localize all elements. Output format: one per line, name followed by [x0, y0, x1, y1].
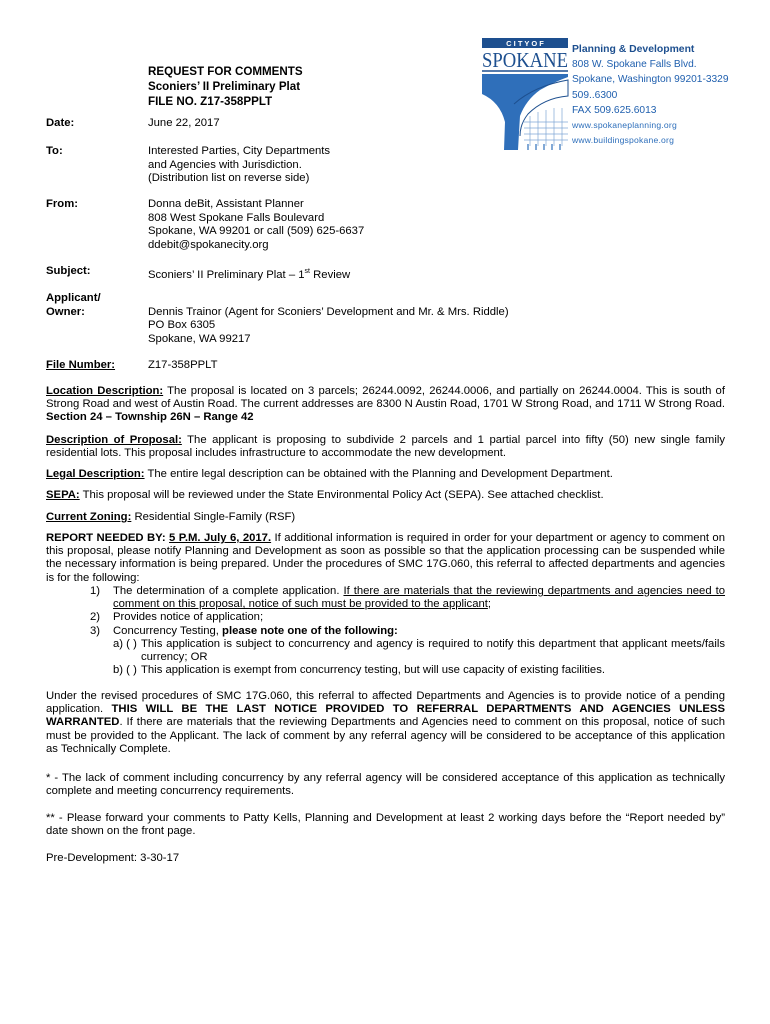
applicant-line: Spokane, WA 99217 [148, 332, 251, 345]
file-number-label: File Number: [46, 359, 116, 371]
list-item: 3) Concurrency Testing, please note one of the following: [90, 624, 398, 637]
file-number-value: Z17-358PPLT [148, 359, 218, 371]
department-address-line2: Spokane, Washington 99201-3329 [572, 74, 729, 86]
subject-value: Sconiers’ II Preliminary Plat – 1st Review [148, 268, 351, 281]
location-description: Location Description: The proposal is located on 3 parcels; 26244.0092, 26244.0006, and partially on 26244.0004. This is south of Strong Road and west of Austin Road. The current addresses are 8300 N Austin Road, 1701 W Strong Road, and 1711 W Strong Road. Section 24 – Township 26N – Range 42 [46, 385, 725, 424]
concurrency-option-a: a) ( ) This application is subject to concurrency and agency is required to notify this department that applicant meets/fails currency; OR [113, 637, 725, 664]
document-header [148, 64, 303, 109]
from-email-link[interactable]: ddebit@spokanecity.org [148, 238, 269, 251]
sepa-statement: SEPA: This proposal will be reviewed under the State Environmental Policy Act (SEPA). See attached checklist. [46, 489, 604, 501]
list-item: 2) Provides notice of application; [90, 611, 264, 624]
to-label: To: [46, 145, 63, 157]
department-contact-block [572, 42, 729, 148]
from-label: From: [46, 198, 79, 210]
department-name: Planning & Development [572, 44, 695, 55]
website-link-planning[interactable]: www.spokaneplanning.org [572, 120, 677, 131]
referral-purpose-list [46, 585, 725, 677]
city-of-spokane-logo [474, 36, 570, 154]
current-zoning: Current Zoning: Residential Single-Family (RSF) [46, 511, 296, 523]
date-label: Date: [46, 117, 75, 129]
department-phone: 509..6300 [572, 89, 618, 101]
proposal-description: Description of Proposal: The applicant is proposing to subdivide 2 parcels and 1 partial parcel into fifty (50) new single family residential lots. This proposal includes infrastructure to accommodate the new development. [46, 434, 725, 460]
department-fax: FAX 509.625.6013 [572, 104, 657, 116]
from-line: 808 West Spokane Falls Boulevard [148, 211, 325, 224]
report-needed-by: REPORT NEEDED BY: 5 P.M. July 6, 2017. If additional information is required in order for your department or agency to comment on this proposal, please notify Planning and Development as soon as possible so that the application processing can be suspended while the necessary information is being prepared. Under the procedures of SMC 17G.060, this referral to affected departments and agencies is for the following: [46, 532, 725, 584]
to-line: (Distribution list on reverse side) [148, 172, 310, 185]
to-line: Interested Parties, City Departments [148, 145, 331, 157]
applicant-line: Dennis Trainor (Agent for Sconiers’ Development and Mr. & Mrs. Riddle) [148, 305, 509, 318]
legal-description: Legal Description: The entire legal description can be obtained with the Planning and Development Department. [46, 468, 613, 480]
concurrency-checkbox-a[interactable]: a) ( ) [113, 637, 137, 650]
department-address-line1: 808 W. Spokane Falls Blvd. [572, 59, 697, 71]
list-item: 1) The determination of a complete application. If there are materials that the reviewing departments and agencies need to comment on this proposal, notice of such must be provided to the applicant; [90, 585, 726, 611]
concurrency-option-b: b) ( ) This application is exempt from concurrency testing, but will use capacity of existing facilities. [113, 664, 605, 677]
website-link-building[interactable]: www.buildingspokane.org [572, 135, 675, 146]
logo-city-of-text: C I T Y O F [506, 39, 544, 48]
file-number-title: FILE NO. Z17-358PPLT [148, 95, 273, 108]
applicant-line: PO Box 6305 [148, 319, 216, 332]
applicant-label: Applicant/ [46, 292, 101, 304]
revised-procedures-paragraph: Under the revised procedures of SMC 17G.060, this referral to affected Departments and Agencies is to provide notice of a pending application. THIS WILL BE THE LAST NOTICE PROVIDED TO REFERRAL DEPARTMENTS AND AGENCIES UNLESS WARRANTED. If there are materials that the reviewing Departments and Agencies need to comment on this proposal, notice of such must be provided to the Applicant. The lack of comment by any referral agency will be considered to be acceptance of this application as Technically Complete. [46, 690, 725, 755]
logo-spokane-text: SPOKANE [482, 48, 568, 72]
concurrency-note: * - The lack of comment including concurrency by any referral agency will be considered acceptance of this application as technically complete and meeting concurrency requirements. [46, 772, 725, 798]
concurrency-checkbox-b[interactable]: b) ( ) [113, 664, 137, 677]
pre-development-date: Pre-Development: 3-30-17 [46, 852, 180, 864]
request-title: REQUEST FOR COMMENTS [148, 65, 303, 78]
from-line: Spokane, WA 99201 or call (509) 625-6637 [148, 225, 365, 238]
subject-label: Subject: [46, 265, 91, 277]
spokane-bridge-logo-icon [474, 36, 570, 154]
owner-label: Owner: [46, 305, 85, 318]
date-value: June 22, 2017 [148, 117, 220, 129]
plat-title: Sconiers’ II Preliminary Plat [148, 80, 301, 93]
from-line: Donna deBit, Assistant Planner [148, 198, 304, 210]
to-line: and Agencies with Jurisdiction. [148, 158, 302, 171]
forwarding-note: ** - Please forward your comments to Patty Kells, Planning and Development at least 2 working days before the “Report needed by” date shown on the front page. [46, 812, 725, 838]
